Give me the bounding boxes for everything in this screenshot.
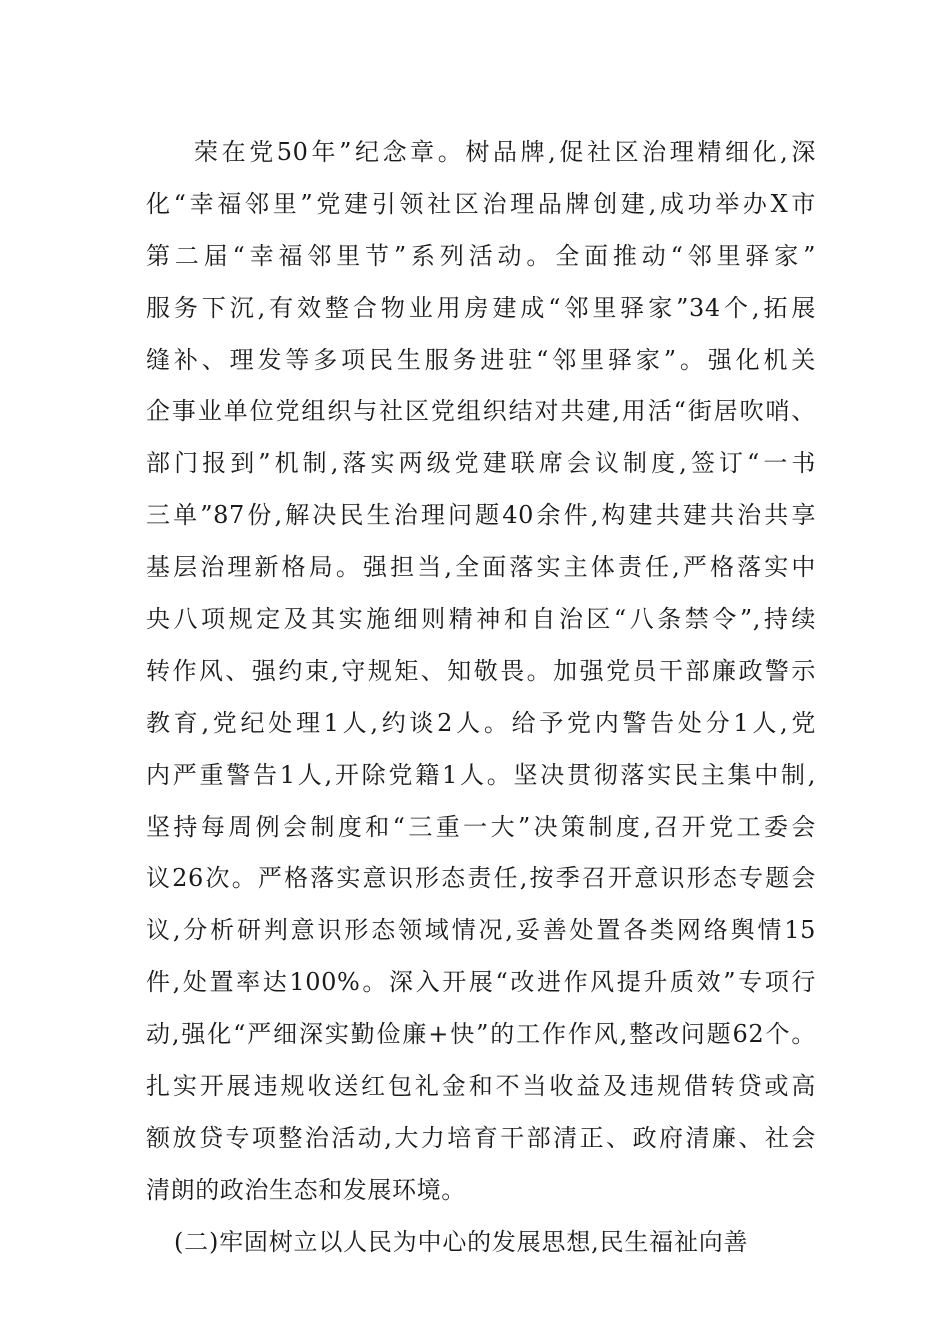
text-line: 企事业单位党组织与社区党组织结对共建,用活“街居吹哨、	[146, 397, 816, 426]
text-line: 额放贷专项整治活动,大力培育干部清正、政府清廉、社会	[146, 1123, 816, 1152]
text-line: 转作风、强约束,守规矩、知敬畏。加强党员干部廉政警示	[146, 656, 816, 685]
text-line: 荣在党50年”纪念章。树品牌,促社区治理精细化,深	[194, 138, 816, 166]
text-line: 议,分析研判意识形态领域情况,妥善处置各类网络舆情15	[146, 916, 816, 945]
text-line: 教育,党纪处理1人,约谈2人。给予党内警告处分1人,党	[146, 708, 816, 737]
text-line: 内严重警告1人,开除党籍1人。坚决贯彻落实民主集中制,	[146, 760, 816, 789]
text-line: 清朗的政治生态和发展环境。	[146, 1175, 466, 1204]
text-line: 动,强化“严细深实勤俭廉+快”的工作作风,整改问题62个。	[146, 1020, 816, 1049]
text-line: 三单”87份,解决民生治理问题40余件,构建共建共治共享	[146, 501, 816, 530]
text-line: 扎实开展违规收送红包礼金和不当收益及违规借转贷或高	[146, 1072, 816, 1101]
text-line: 议26次。严格落实意识形态责任,按季召开意识形态专题会	[146, 864, 816, 893]
text-line: 部门报到”机制,落实两级党建联席会议制度,签订“一书	[146, 449, 816, 478]
text-line: 坚持每周例会制度和“三重一大”决策制度,召开党工委会	[146, 812, 816, 841]
text-line: 缝补、理发等多项民生服务进驻“邻里驿家”。强化机关	[146, 345, 816, 374]
text-line: 服务下沉,有效整合物业用房建成“邻里驿家”34个,拓展	[146, 293, 816, 322]
text-line: 央八项规定及其实施细则精神和自治区“八条禁令”,持续	[146, 605, 816, 634]
body-text	[146, 127, 816, 1269]
text-line: 第二届“幸福邻里节”系列活动。全面推动“邻里驿家”	[146, 241, 816, 270]
text-line: 件,处置率达100%。深入开展“改进作风提升质效”专项行	[146, 968, 816, 997]
section-heading: (二)牢固树立以人民为中心的发展思想,民生福祉向善	[174, 1227, 749, 1256]
text-line: 基层治理新格局。强担当,全面落实主体责任,严格落实中	[146, 553, 816, 582]
text-line: 化“幸福邻里”党建引领社区治理品牌创建,成功举办X市	[146, 189, 816, 218]
